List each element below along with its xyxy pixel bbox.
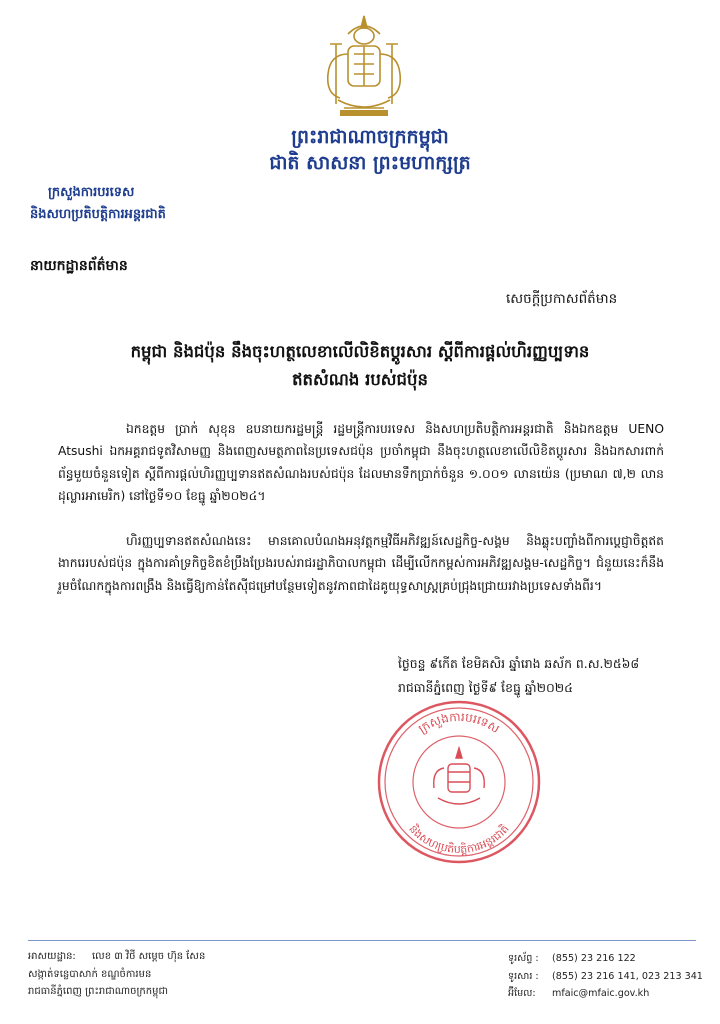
ministry-seal-stamp	[376, 698, 542, 866]
seal-text-top: ក្រសួងការបរទេស	[415, 709, 503, 736]
phone-label: ទូរស័ព្ទ :	[508, 953, 539, 964]
kingdom-heading	[180, 124, 560, 176]
press-headline	[60, 338, 660, 394]
address-line2: សង្កាត់ទន្លេបាសាក់ ខណ្ឌចំការមន	[28, 968, 152, 980]
email-address[interactable]: mfaic@mfaic.gov.kh	[552, 988, 650, 999]
fax-label: ទូរសារ :	[508, 970, 539, 982]
solar-date: រាជធានីភ្នំពេញ ថ្ងៃទី៩ ខែធ្នូ ឆ្នាំ២០២៤	[398, 680, 573, 695]
ministry-name-line2: និងសហប្រតិបត្តិការអន្តរជាតិ	[30, 207, 166, 222]
address-line1: លេខ ៣ វិថី សម្តេច ហ៊ុន សែន	[92, 951, 206, 962]
seal-text-bottom: និងសហប្រតិបត្តិការអន្តរជាតិ	[406, 822, 512, 857]
footer-contact	[508, 950, 703, 1003]
ministry-name-line1: ក្រសួងការបរទេស	[48, 185, 135, 200]
headline-line2: ឥតសំណង របស់ជប៉ុន	[292, 370, 428, 389]
seal-emblem	[434, 748, 485, 804]
document-type: សេចក្ដីប្រកាសព័ត៌មាន	[506, 291, 618, 307]
body-paragraph-1: ឯកឧត្តម ប្រាក់ សុខុន ឧបនាយករដ្ឋមន្ត្រី រដ្ឋមន្ត្រីការបរទេស និងសហប្រតិបត្តិការអន្តរជាតិ និងឯកឧត្តម UENO Atsushi ឯកអគ្គរាជទូតវិសាមញ្ញ និងពេញសមត្ថភាពនៃប្រទេសជប៉ុន ប្រចាំកម្ពុជា នឹងចុះហត្ថលេខាលើលិខិតប្តូរសារ និងឯកសារពាក់ព័ន្ធមួយចំនួនទៀត ស្តីពីការផ្តល់ហិរញ្ញប្បទានឥតសំណងរបស់ជប៉ុន ដែលមានទឹកប្រាក់ចំនួន ១.០០១ លានយ៉េន (ប្រមាណ ៧,២ លានដុល្លារអាមេរិក) នៅថ្ងៃទី១០ ខែធ្នូ ឆ្នាំ២០២៤។	[58, 422, 664, 503]
phone-number: (855) 23 216 122	[552, 953, 636, 964]
footer-address	[28, 948, 205, 1001]
lunar-date: ថ្ងៃចន្ទ ៩កើត ខែមិគសិរ ឆ្នាំរោង ឆស័ក ព.ស.២៥៦៨	[398, 656, 640, 671]
address-label: អាសយដ្ឋាន:	[28, 951, 76, 962]
ministry-name	[30, 182, 270, 226]
email-label: អ៊ីមែល:	[508, 988, 536, 999]
kingdom-title: ព្រះរាជាណាចក្រកម្ពុជា	[291, 126, 449, 148]
national-motto: ជាតិ សាសនា ព្រះមហាក្សត្រ	[269, 152, 471, 174]
headline-line1: កម្ពុជា និងជប៉ុន នឹងចុះហត្ថលេខាលើលិខិតប្តូរសារ ស្តីពីការផ្តល់ហិរញ្ញប្បទាន	[130, 342, 590, 361]
fax-number: (855) 23 216 141, 023 213 341	[552, 970, 703, 982]
footer-divider	[28, 940, 696, 941]
royal-crest-logo	[318, 14, 410, 122]
address-line3: រាជធានីភ្នំពេញ ព្រះរាជាណាចក្រកម្ពុជា	[28, 986, 168, 997]
body-paragraph-2: ហិរញ្ញប្បទានឥតសំណងនេះ មានគោលបំណងអនុវត្តកម្មវិធីអភិវឌ្ឍន៍សេដ្ឋកិច្ច-សង្គម និងឆ្លុះបញ្ចាំងពីការប្តេជ្ញាចិត្តឥតងាករេរបស់ជប៉ុន ក្នុងការគាំទ្រកិច្ចខិតខំប្រឹងប្រែងរបស់រាជរដ្ឋាភិបាលកម្ពុជា ដើម្បីលើកកម្ពស់ការអភិវឌ្ឍសង្គម-សេដ្ឋកិច្ច។ ជំនួយនេះក៏នឹងរួមចំណែកក្នុងការពង្រឹង និងធ្វើឱ្យកាន់តែស៊ីជម្រៅបន្ថែមទៀតនូវភាពជាដៃគូយុទ្ធសាស្ត្រគ្រប់ជ្រុងជ្រោយរវាងប្រទេសទាំងពីរ។	[58, 534, 664, 593]
department-name: នាយកដ្ឋានព័ត៌មាន	[30, 258, 128, 274]
